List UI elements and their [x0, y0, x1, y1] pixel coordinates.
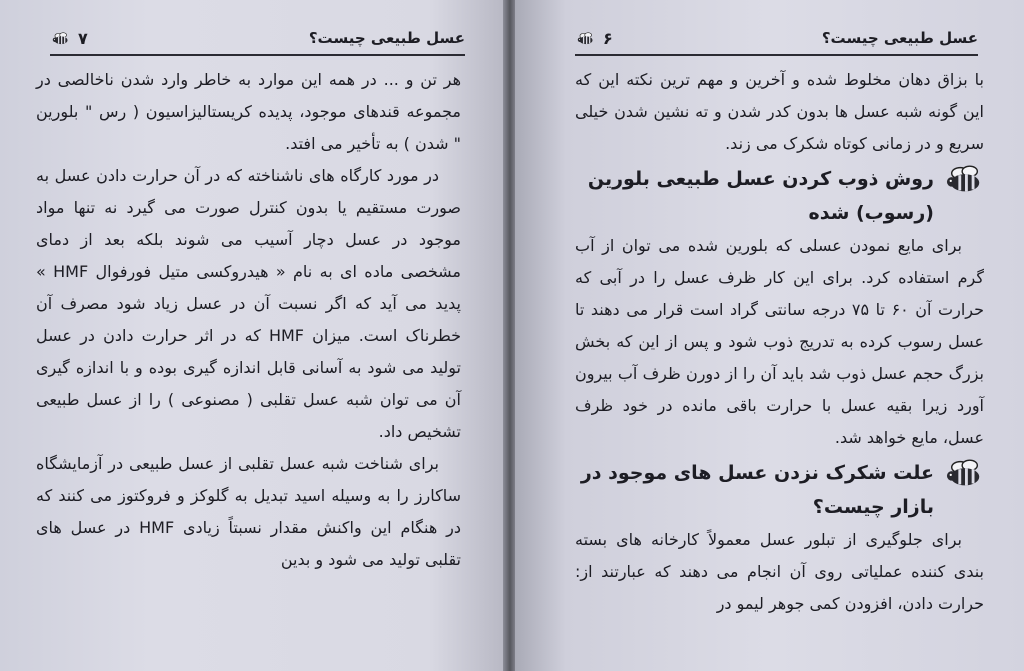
bee-icon	[946, 163, 984, 195]
paragraph: در مورد کارگاه های ناشناخته که در آن حرارت دادن عسل به صورت مستقیم یا بدون کنترل صورت می گیرد نه تنها مواد موجود در عسل دچار آسیب می شوند بلکه بعد از دمای مشخصی ماده ای به نام « هیدروکسی متیل فورفوال HMF » پدید می آید که اگر نسبت آن در عسل زیاد شود مصرف آن خطرناک است. میزان HMF که در اثر حرارت دادن در عسل تولید می شود به آسانی قابل اندازه گیری بوده و با اندازه گیری آن می توان شبه عسل تقلبی ( مصنوعی ) را از عسل طبیعی تشخیص داد.	[36, 166, 462, 441]
page-body	[575, 64, 984, 620]
right-page	[515, 0, 1024, 671]
page-header	[50, 22, 465, 56]
heading-text: علت شکرک نزدن عسل های موجود در بازار چیست؟	[580, 462, 934, 518]
bee-icon	[575, 32, 597, 45]
page-body	[36, 64, 461, 576]
paragraph: برای مایع نمودن عسلی که بلورین شده می توان از آب گرم استفاده کرد. برای این کار ظرف عسل را در آبی که حرارت آن ۶۰ تا ۷۵ درجه سانتی گراد است قرار می دهند تا عسل رسوب کرده به تدریج ذوب شود و پس از این که بخش بزرگ حجم عسل ذوب شد باید آن را از دورن ظرف آب بیرون آورد زیرا بقیه عسل با حرارت باقی مانده در خود ظرف عسل، مایع خواهد شد.	[575, 236, 985, 447]
bee-icon	[946, 457, 984, 489]
page-number-block	[575, 29, 613, 48]
section-heading	[575, 162, 984, 230]
paragraph: برای شناخت شبه عسل تقلبی از عسل طبیعی در آزمایشگاه ساکارز را به وسیله اسید تبدیل به گلوکز و فروکتوز می کنند که در هنگام این واکنش مقدار نسبتاً زیادی HMF در عسل های تقلبی تولید می شود و بدین	[36, 454, 462, 569]
running-title: عسل طبیعی چیست؟	[821, 29, 978, 47]
paragraph: برای جلوگیری از تبلور عسل معمولاً کارخانه های بسته بندی کننده عملیاتی روی آن انجام می دهند که عبارتند از: حرارت دادن، افزودن کمی جوهر لیمو در	[575, 530, 984, 613]
heading-text: روش ذوب کردن عسل طبیعی بلورین (رسوب) شده	[587, 168, 934, 224]
bee-icon	[50, 32, 72, 45]
running-title: عسل طبیعی چیست؟	[308, 29, 465, 47]
paragraph: هر تن و ... در همه این موارد به خاطر وارد شدن ناخالصی در مجموعه قندهای موجود، پدیده کریستالیزاسیون ( رس " بلورین " شدن ) به تأخیر می افتد.	[36, 70, 461, 153]
page-number: ۶	[603, 28, 613, 48]
paragraph: با بزاق دهان مخلوط شده و آخرین و مهم ترین نکته این که این گونه شبه عسل ها بدون کدر شدن و ته نشین شدن خیلی سریع و در زمانی کوتاه شکرک می زند.	[575, 70, 984, 153]
page-header	[575, 22, 978, 56]
page-number: ۷	[78, 28, 88, 48]
page-number-block	[50, 29, 88, 48]
left-page	[0, 0, 505, 671]
section-heading	[575, 456, 984, 524]
